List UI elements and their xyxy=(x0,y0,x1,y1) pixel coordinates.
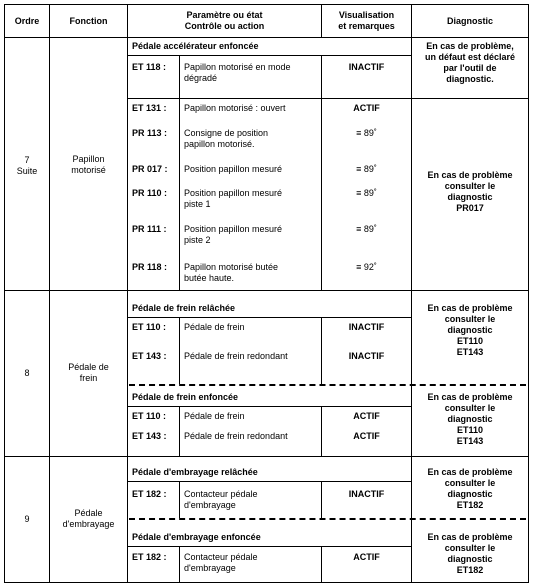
header-parametre-line2: Contrôle ou action xyxy=(184,21,265,31)
item-code: ET 118 : xyxy=(132,62,167,72)
item-code: PR 110 : xyxy=(132,188,168,198)
diagnostic-text: consulter le xyxy=(444,314,496,324)
item-value: ACTIF xyxy=(353,431,380,441)
fonction-label: Pédale xyxy=(74,508,103,518)
header-visualisation-line1: Visualisation xyxy=(338,10,395,20)
diagnostic-text: un défaut est déclaré xyxy=(424,52,516,62)
diagnostic-text: En cas de problème xyxy=(427,392,513,402)
header-diagnostic: Diagnostic xyxy=(446,16,493,26)
code-desc-divider xyxy=(179,481,180,518)
diagnostic-text: diagnostic xyxy=(447,489,493,499)
diagnostic-text: En cas de problème xyxy=(427,467,513,477)
diagnostic-text: par l'outil de xyxy=(443,63,497,73)
ordre-number: 8 xyxy=(24,368,30,378)
header-bottom-border xyxy=(4,37,529,38)
diagnostic-text: ET143 xyxy=(456,436,484,446)
item-code: PR 017 : xyxy=(132,164,168,174)
item-description: papillon motorisé. xyxy=(184,139,255,149)
item-description: Pédale de frein redondant xyxy=(184,351,288,361)
item-description: butée haute. xyxy=(184,273,235,283)
item-description: d'embrayage xyxy=(184,500,236,510)
item-description: Position papillon mesuré xyxy=(184,164,283,174)
diagnostic-text: ET182 xyxy=(456,565,484,575)
code-desc-divider xyxy=(179,406,180,456)
item-description: Papillon motorisé : ouvert xyxy=(184,103,286,113)
code-desc-divider xyxy=(179,98,180,290)
fonction-label: d'embrayage xyxy=(62,519,115,529)
item-description: piste 2 xyxy=(184,235,211,245)
ordre-number: 7 xyxy=(24,155,30,165)
item-description: Position papillon mesuré xyxy=(184,188,283,198)
diagnostic-text: diagnostic xyxy=(447,414,493,424)
header-parametre-line1: Paramètre ou état xyxy=(186,10,263,20)
item-description: Pédale de frein xyxy=(184,322,245,332)
ordre-number: 9 xyxy=(24,514,30,524)
diagnostic-text: ET143 xyxy=(456,347,484,357)
fonction-label: Papillon xyxy=(72,154,105,164)
code-desc-divider xyxy=(179,317,180,384)
diagnostic-text: consulter le xyxy=(444,181,496,191)
item-description: d'embrayage xyxy=(184,563,236,573)
diagnostic-text: diagnostic xyxy=(447,192,493,202)
section-title-underline xyxy=(127,55,412,56)
item-code: ET 110 : xyxy=(132,411,167,421)
section-title-underline xyxy=(127,317,412,318)
item-description: Position papillon mesuré xyxy=(184,224,283,234)
section-title: Pédale d'embrayage enfoncée xyxy=(132,532,261,542)
code-desc-divider xyxy=(179,546,180,582)
item-description: Consigne de position xyxy=(184,128,269,138)
diagnostic-text: En cas de problème, xyxy=(426,41,514,51)
diagnostic-text: ET110 xyxy=(456,425,484,435)
section-title: Pédale accélérateur enfoncée xyxy=(132,41,259,51)
section-divider xyxy=(127,98,529,99)
section-dashed-divider xyxy=(129,518,526,520)
item-value: INACTIF xyxy=(348,351,385,361)
diagnostic-text: diagnostic xyxy=(447,325,493,335)
fonction-label: motorisé xyxy=(71,165,106,175)
diagnostic-text: consulter le xyxy=(444,478,496,488)
col-fonction-param-divider xyxy=(127,4,128,583)
item-value: ACTIF xyxy=(353,411,380,421)
section-dashed-divider xyxy=(129,384,526,386)
item-description: Papillon motorisé en mode xyxy=(184,62,291,72)
item-value: ≡ 92˚ xyxy=(356,262,377,272)
item-code: PR 118 : xyxy=(132,262,168,272)
item-code: ET 110 : xyxy=(132,322,167,332)
section-title: Pédale de frein relâchée xyxy=(132,303,236,313)
diagnostic-text: PR017 xyxy=(456,203,484,213)
item-code: ET 143 : xyxy=(132,351,167,361)
item-description: Contacteur pédale xyxy=(184,489,258,499)
item-code: PR 111 : xyxy=(132,224,167,234)
item-value: ≡ 89˚ xyxy=(356,128,377,138)
item-value: ≡ 89˚ xyxy=(356,224,377,234)
header-visualisation-line2: et remarques xyxy=(338,21,395,31)
diagnostic-text: consulter le xyxy=(444,403,496,413)
section-title-underline xyxy=(127,546,412,547)
diagnostic-text: diagnostic. xyxy=(446,74,494,84)
item-description: Papillon motorisé butée xyxy=(184,262,279,272)
row-7-bottom-border xyxy=(4,290,529,291)
item-code: ET 182 : xyxy=(132,552,167,562)
diagnostic-text: En cas de problème xyxy=(427,303,513,313)
section-title: Pédale de frein enfoncée xyxy=(132,392,239,402)
item-description: Pédale de frein redondant xyxy=(184,431,288,441)
fonction-label: Pédale de xyxy=(68,362,109,372)
item-value: ACTIF xyxy=(353,103,380,113)
diagnostic-text: consulter le xyxy=(444,543,496,553)
item-description: Contacteur pédale xyxy=(184,552,258,562)
diagnostic-text: En cas de problème xyxy=(427,532,513,542)
row-8-bottom-border xyxy=(4,456,529,457)
ordre-number: Suite xyxy=(16,166,38,176)
item-code: ET 182 : xyxy=(132,489,167,499)
header-fonction: Fonction xyxy=(69,16,108,26)
item-value: ACTIF xyxy=(353,552,380,562)
item-value: ≡ 89˚ xyxy=(356,164,377,174)
diagnostic-text: ET182 xyxy=(456,500,484,510)
diagnostic-text: ET110 xyxy=(456,336,484,346)
code-desc-divider xyxy=(179,55,180,98)
item-value: INACTIF xyxy=(348,62,385,72)
section-title: Pédale d'embrayage relâchée xyxy=(132,467,258,477)
table-bottom-border xyxy=(4,582,529,583)
item-code: ET 131 : xyxy=(132,103,167,113)
item-description: Pédale de frein xyxy=(184,411,245,421)
fonction-label: frein xyxy=(79,373,98,383)
col-ordre-fonction-divider xyxy=(49,4,50,583)
item-description: dégradé xyxy=(184,73,218,83)
item-value: INACTIF xyxy=(348,322,385,332)
section-title-underline xyxy=(127,481,412,482)
item-code: ET 143 : xyxy=(132,431,167,441)
header-ordre: Ordre xyxy=(14,16,40,26)
diagnostic-text: En cas de problème xyxy=(427,170,513,180)
col-left-border xyxy=(4,4,5,583)
diagnostic-text: diagnostic xyxy=(447,554,493,564)
item-value: INACTIF xyxy=(348,489,385,499)
item-value: ≡ 89˚ xyxy=(356,188,377,198)
item-code: PR 113 : xyxy=(132,128,168,138)
item-description: piste 1 xyxy=(184,199,211,209)
section-title-underline xyxy=(127,406,412,407)
table-top-border xyxy=(4,4,529,5)
col-right-border xyxy=(528,4,529,583)
